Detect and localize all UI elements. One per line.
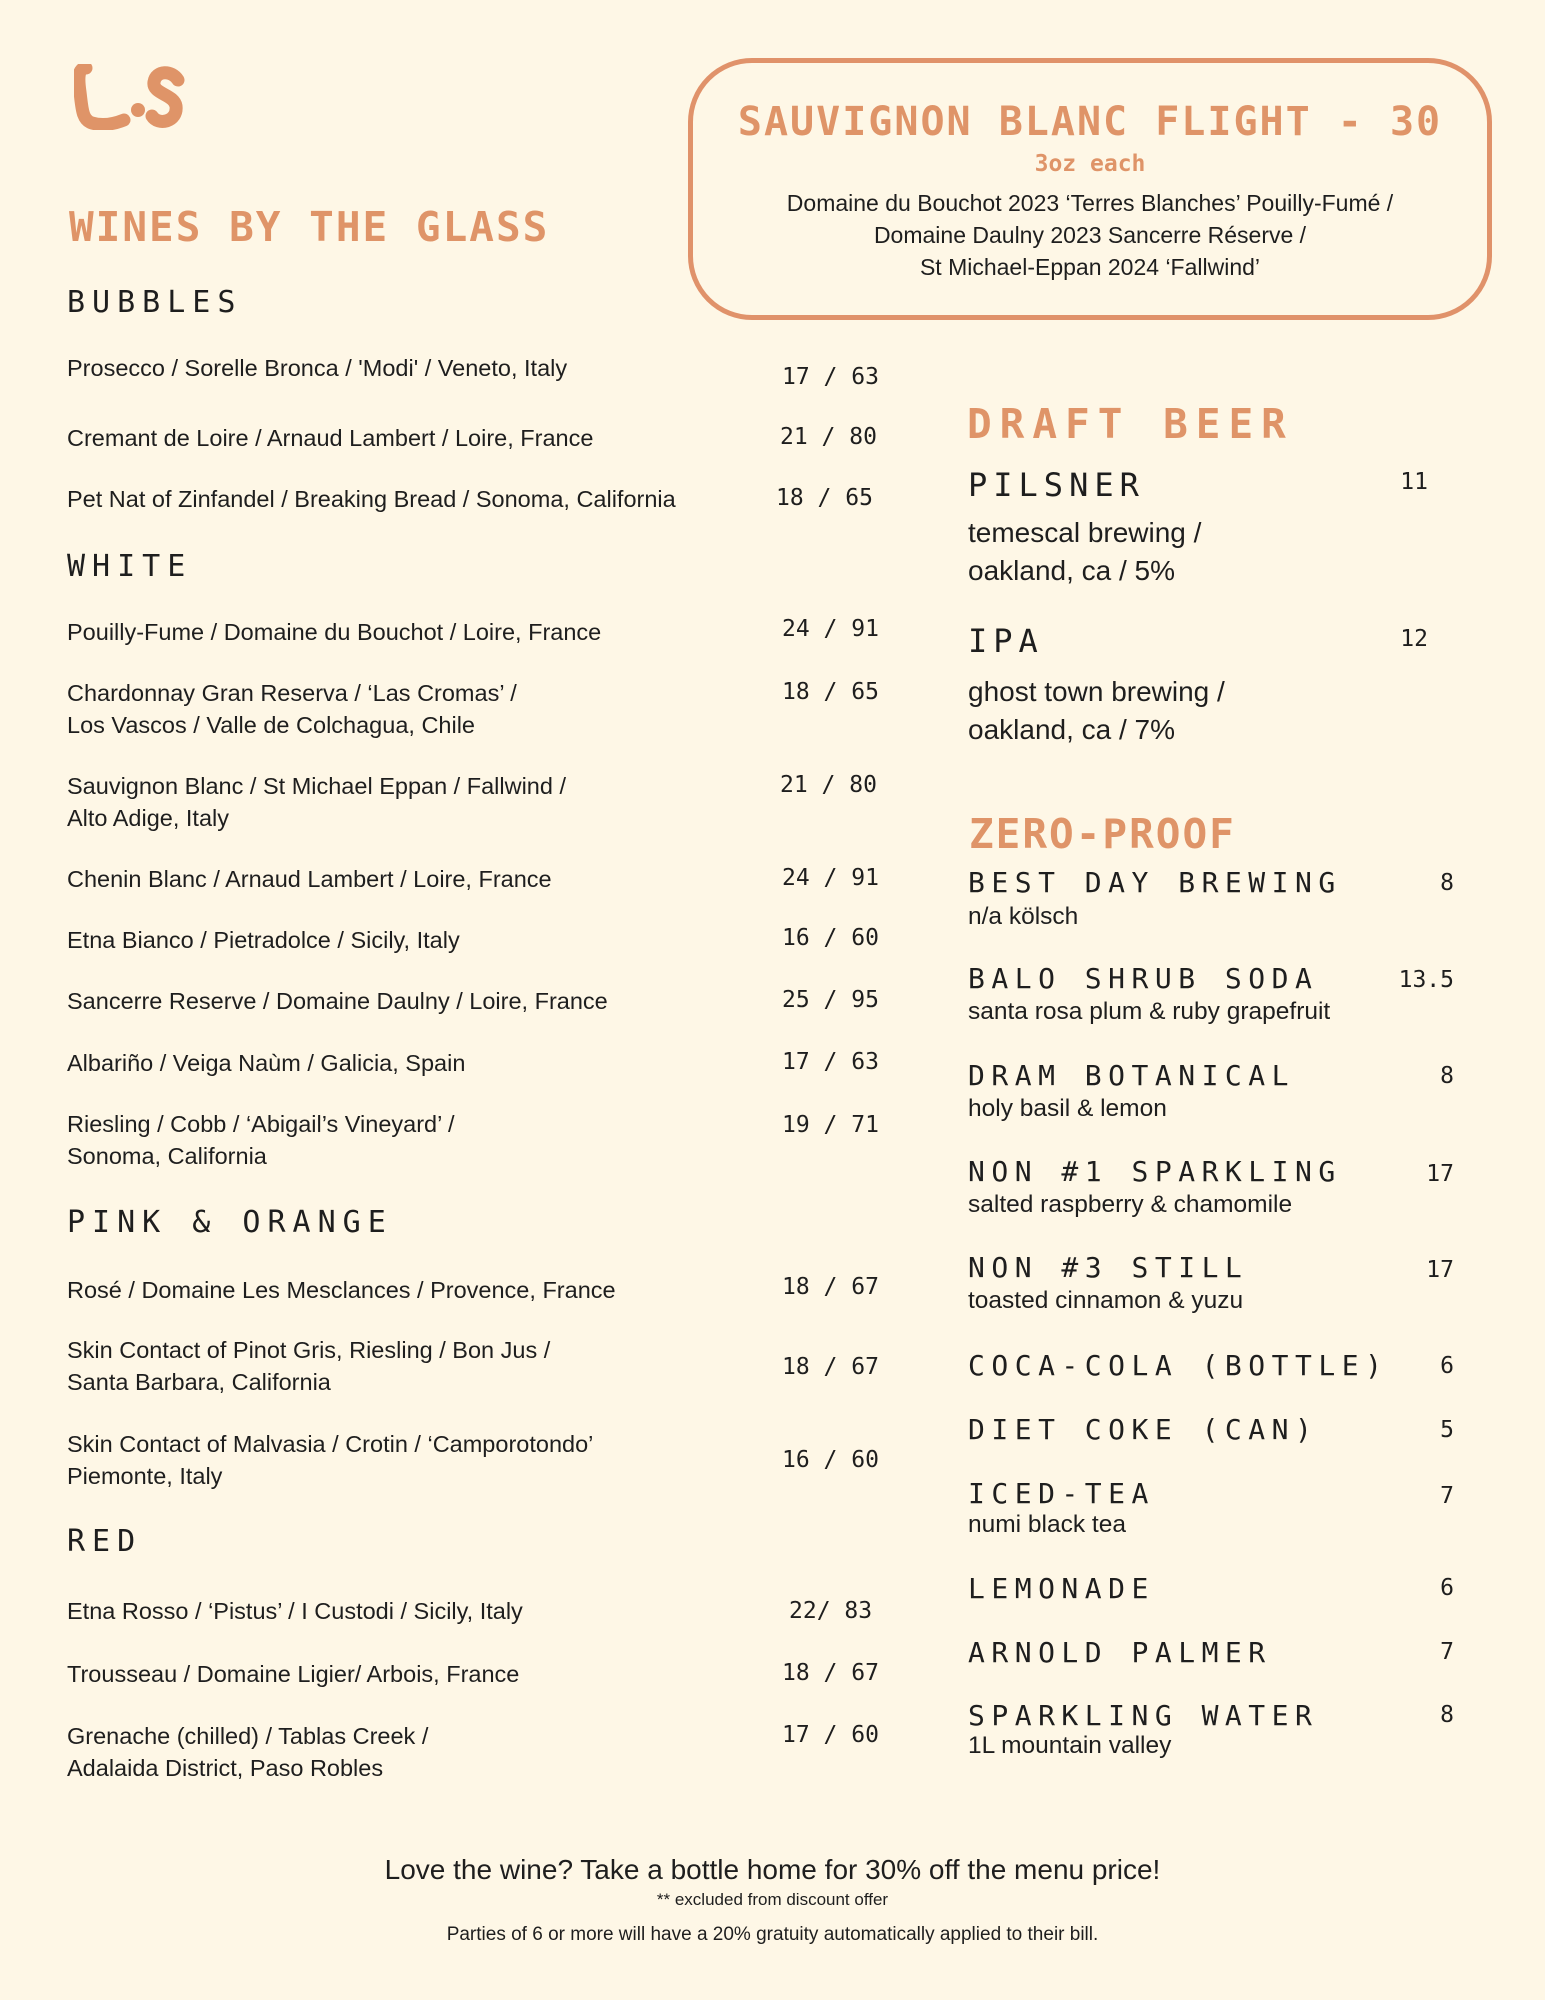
wine-price: 24 / 91 [782, 616, 879, 642]
discount-exclusion-note: ** excluded from discount offer [656, 1890, 889, 1909]
ls-logo [74, 64, 186, 135]
zero-proof-price: 7 [1440, 1483, 1454, 1509]
zero-proof-price: 17 [1426, 1257, 1454, 1283]
zero-proof-price: 8 [1440, 1702, 1454, 1728]
zero-proof-price: 8 [1440, 1063, 1454, 1089]
wine-item: Etna Rosso / ‘Pistus’ / I Custodi / Sicily, Italy [67, 1598, 523, 1624]
beer-price: 11 [1400, 469, 1428, 495]
beer-desc: temescal brewing / oakland, ca / 5% [968, 517, 1202, 586]
wine-price: 22/ 83 [789, 1598, 873, 1624]
wine-item: Prosecco / Sorelle Bronca / 'Modi' / Veneto, Italy [67, 355, 568, 381]
wine-item: Pouilly-Fume / Domaine du Bouchot / Loire, France [67, 619, 602, 645]
beer-name: IPA [968, 622, 1044, 660]
flight-line: Domaine Daulny 2023 Sancerre Réserve / [873, 222, 1307, 248]
gratuity-note: Parties of 6 or more will have a 20% gratuity automatically applied to their bill. [446, 1924, 1099, 1945]
zero-proof-desc: n/a kölsch [968, 903, 1079, 930]
wine-item: Chenin Blanc / Arnaud Lambert / Loire, France [67, 866, 552, 892]
zero-proof-price: 7 [1440, 1639, 1454, 1665]
wine-price: 19 / 71 [782, 1112, 879, 1138]
flight-box [688, 58, 1492, 320]
zero-proof-price: 5 [1440, 1417, 1454, 1443]
wine-price: 17 / 63 [782, 1049, 879, 1075]
zero-proof-price: 8 [1440, 870, 1454, 896]
beer-name: PILSNER [968, 466, 1145, 504]
wine-price: 18 / 67 [782, 1354, 879, 1380]
section-title-bubbles: BUBBLES [67, 285, 243, 320]
section-title-pink-orange: PINK & ORANGE [67, 1205, 393, 1240]
wine-price: 18 / 65 [776, 485, 873, 511]
zero-proof-desc: 1L mountain valley [968, 1732, 1172, 1759]
bottle-offer: Love the wine? Take a bottle home for 30% off the menu price! [384, 1854, 1161, 1885]
wine-item: Sauvignon Blanc / St Michael Eppan / Fallwind / Alto Adige, Italy [67, 773, 566, 831]
zero-proof-price: 6 [1440, 1353, 1454, 1379]
wine-item: Albariño / Veiga Naùm / Galicia, Spain [67, 1050, 466, 1076]
zero-proof-heading: ZERO-PROOF [969, 810, 1236, 858]
zero-proof-name: BEST DAY BREWING [968, 866, 1342, 899]
wine-item: Trousseau / Domaine Ligier/ Arbois, France [67, 1661, 520, 1687]
zero-proof-price: 6 [1440, 1575, 1454, 1601]
section-title-white: WHITE [67, 549, 193, 584]
draft-beer-heading: DRAFT BEER [967, 400, 1294, 448]
wine-item: Chardonnay Gran Reserva / ‘Las Cromas’ / Los Vascos / Valle de Colchagua, Chile [67, 680, 517, 738]
wine-item: Rosé / Domaine Les Mesclances / Provence, France [67, 1277, 616, 1303]
wine-item: Pet Nat of Zinfandel / Breaking Bread / Sonoma, California [67, 486, 676, 512]
zero-proof-name: BALO SHRUB SODA [968, 962, 1319, 995]
zero-proof-name: LEMONADE [968, 1572, 1155, 1605]
wine-item: Grenache (chilled) / Tablas Creek / Adalaida District, Paso Robles [67, 1723, 429, 1781]
wine-price: 17 / 63 [782, 364, 879, 390]
zero-proof-name: ARNOLD PALMER [968, 1636, 1272, 1669]
wine-price: 17 / 60 [782, 1722, 879, 1748]
flight-line: St Michael-Eppan 2024 ‘Fallwind’ [919, 254, 1261, 280]
zero-proof-name: COCA-COLA (BOTTLE) [968, 1349, 1389, 1382]
zero-proof-name: DIET COKE (CAN) [968, 1413, 1319, 1446]
wine-item: Cremant de Loire / Arnaud Lambert / Loire, France [67, 425, 594, 451]
zero-proof-price: 17 [1426, 1161, 1454, 1187]
wine-item: Skin Contact of Malvasia / Crotin / ‘Camporotondo’ Piemonte, Italy [67, 1431, 594, 1489]
wine-item: Sancerre Reserve / Domaine Daulny / Loire, France [67, 988, 608, 1014]
wine-item: Skin Contact of Pinot Gris, Riesling / Bon Jus / Santa Barbara, California [67, 1337, 551, 1395]
wine-price: 16 / 60 [782, 1447, 879, 1473]
zero-proof-desc: toasted cinnamon & yuzu [968, 1287, 1244, 1314]
wine-item: Riesling / Cobb / ‘Abigail’s Vineyard’ / Sonoma, California [67, 1111, 455, 1169]
section-title-red: RED [67, 1524, 143, 1559]
wine-price: 16 / 60 [782, 925, 879, 951]
wine-price: 18 / 67 [782, 1274, 879, 1300]
zero-proof-name: SPARKLING WATER [968, 1699, 1319, 1732]
zero-proof-desc: salted raspberry & chamomile [968, 1191, 1293, 1218]
beer-desc: ghost town brewing / oakland, ca / 7% [968, 676, 1225, 745]
wine-item: Etna Bianco / Pietradolce / Sicily, Italy [67, 927, 460, 953]
zero-proof-name: ICED-TEA [968, 1477, 1155, 1510]
zero-proof-price: 13.5 [1398, 967, 1454, 993]
wines-heading: WINES BY THE GLASS [69, 203, 550, 251]
zero-proof-desc: santa rosa plum & ruby grapefruit [968, 998, 1331, 1025]
flight-title: SAUVIGNON BLANC FLIGHT - 30 [737, 99, 1443, 145]
zero-proof-name: NON #3 STILL [968, 1251, 1249, 1284]
zero-proof-desc: holy basil & lemon [968, 1095, 1167, 1122]
flight-subtitle: 3oz each [1034, 151, 1146, 177]
wine-price: 18 / 65 [782, 679, 879, 705]
zero-proof-desc: numi black tea [968, 1511, 1126, 1538]
wine-price: 21 / 80 [780, 772, 877, 798]
wine-price: 25 / 95 [782, 987, 879, 1013]
wine-price: 21 / 80 [780, 424, 877, 450]
flight-line: Domaine du Bouchot 2023 ‘Terres Blanches’ Pouilly-Fumé / [786, 190, 1394, 216]
beer-price: 12 [1400, 626, 1428, 652]
wine-price: 18 / 67 [782, 1660, 879, 1686]
wine-price: 24 / 91 [782, 865, 879, 891]
zero-proof-name: NON #1 SPARKLING [968, 1155, 1342, 1188]
flight-wines [693, 187, 1487, 283]
zero-proof-name: DRAM BOTANICAL [968, 1059, 1296, 1092]
